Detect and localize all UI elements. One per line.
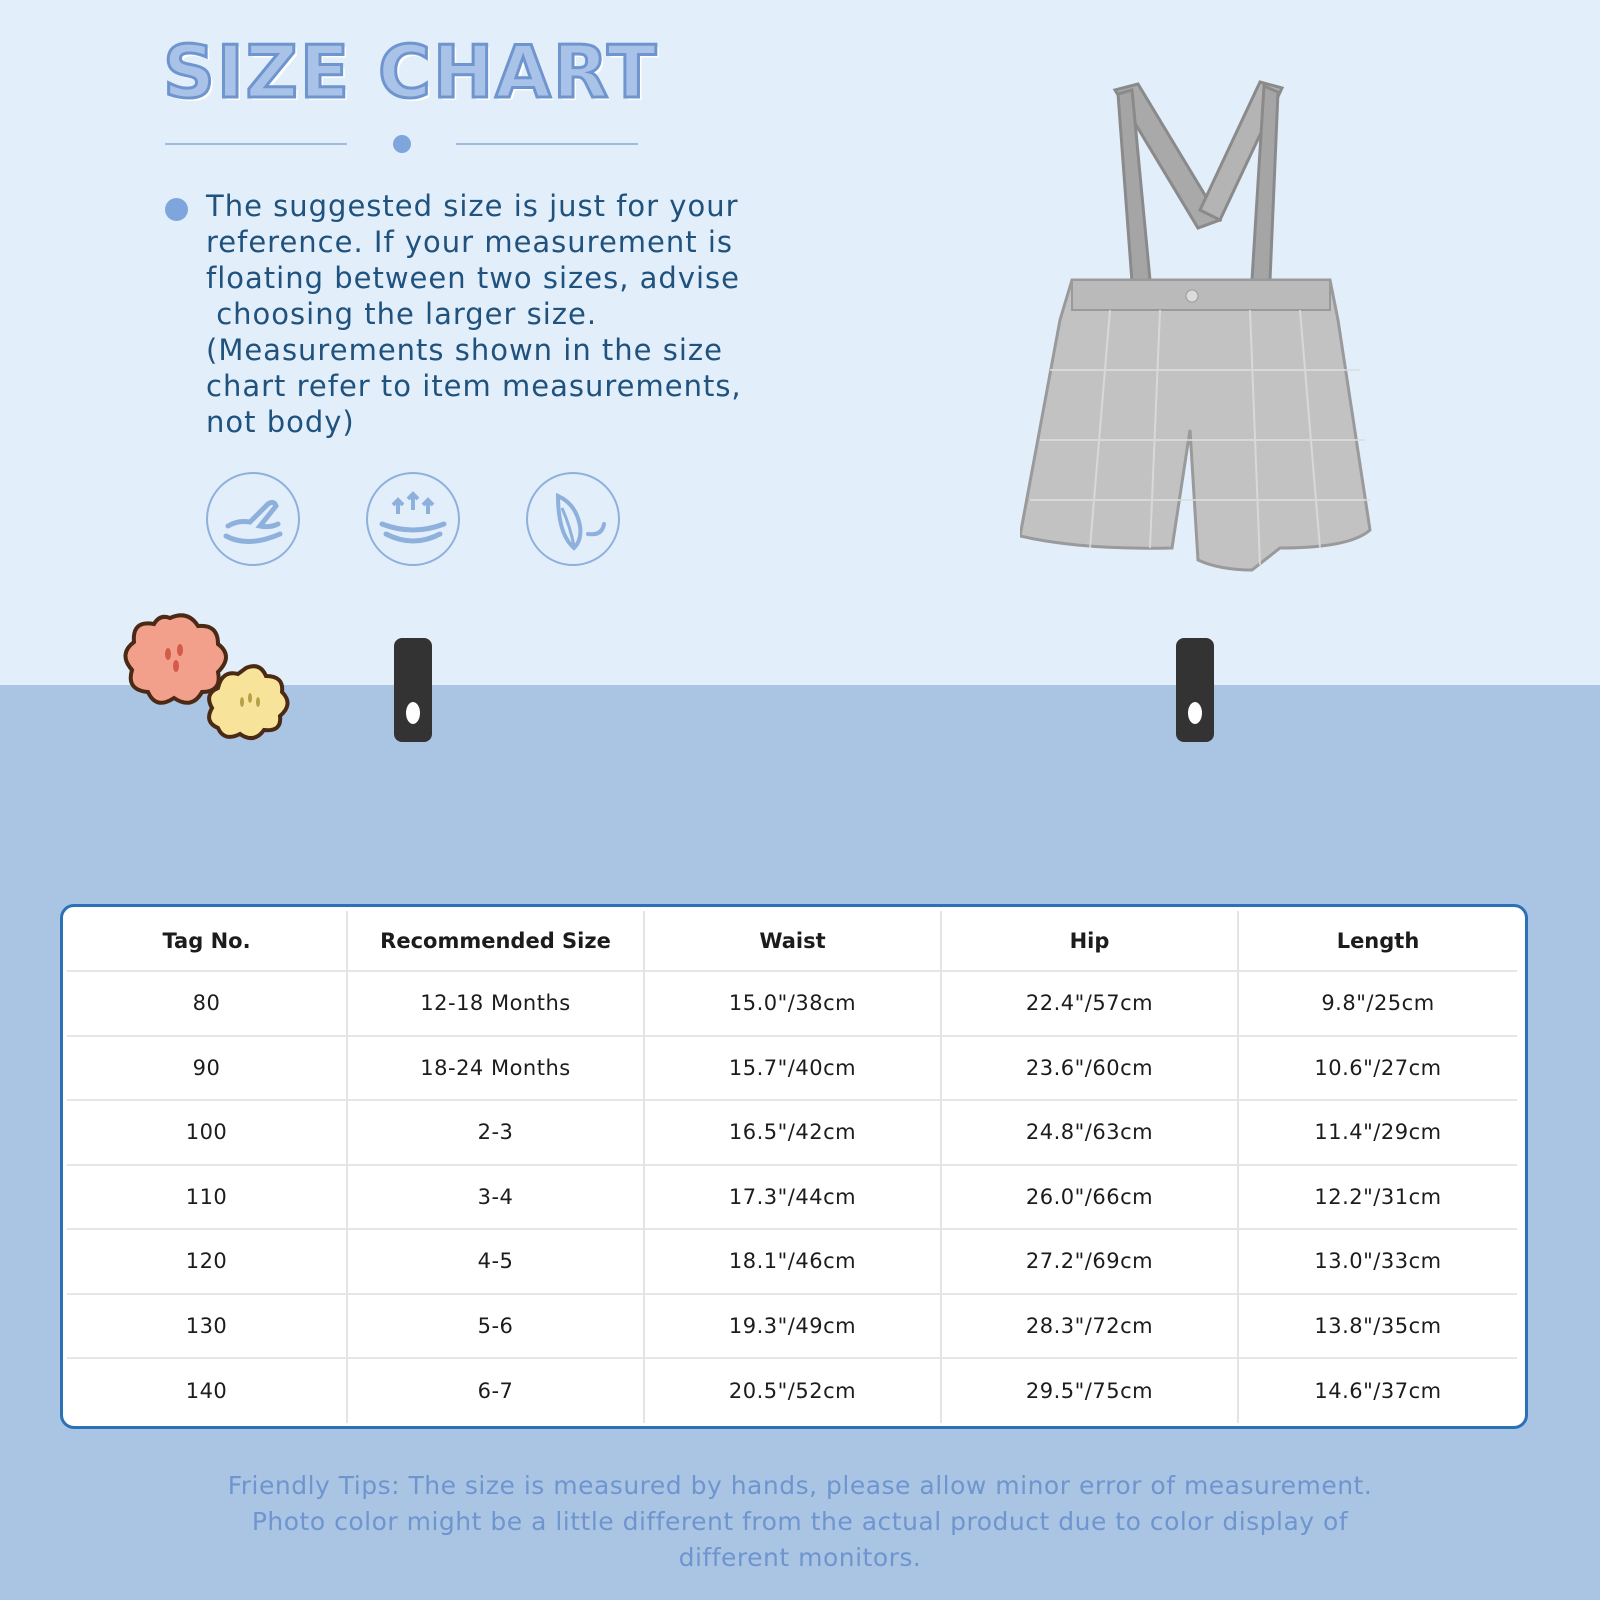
cell-waist: 19.3"/49cm bbox=[644, 1294, 941, 1359]
cell-waist: 18.1"/46cm bbox=[644, 1229, 941, 1294]
cell-hip: 23.6"/60cm bbox=[941, 1036, 1238, 1101]
flower-decoration-icon bbox=[118, 610, 308, 760]
column-header-hip: Hip bbox=[941, 911, 1238, 971]
cell-waist: 17.3"/44cm bbox=[644, 1165, 941, 1230]
title-divider-right bbox=[456, 143, 638, 145]
note-line: (Measurements shown in the size bbox=[206, 333, 723, 367]
tips-line: different monitors. bbox=[678, 1543, 922, 1572]
cell-tag-no: 110 bbox=[67, 1165, 347, 1230]
feather-icon bbox=[526, 472, 620, 566]
table-row bbox=[67, 1165, 1517, 1230]
cell-recommended-size: 5-6 bbox=[347, 1294, 644, 1359]
table-row bbox=[67, 1294, 1517, 1359]
table-row bbox=[67, 1036, 1517, 1101]
cell-length: 11.4"/29cm bbox=[1238, 1100, 1517, 1165]
cell-waist: 16.5"/42cm bbox=[644, 1100, 941, 1165]
cell-tag-no: 140 bbox=[67, 1358, 347, 1423]
page-title: SIZE CHART bbox=[163, 30, 659, 114]
cell-recommended-size: 3-4 bbox=[347, 1165, 644, 1230]
cell-length: 13.8"/35cm bbox=[1238, 1294, 1517, 1359]
cell-recommended-size: 2-3 bbox=[347, 1100, 644, 1165]
product-image-suspender-shorts bbox=[1020, 70, 1400, 600]
title-divider-dot bbox=[393, 135, 411, 153]
cell-recommended-size: 12-18 Months bbox=[347, 971, 644, 1036]
cell-tag-no: 120 bbox=[67, 1229, 347, 1294]
column-header-tag-no: Tag No. bbox=[162, 928, 251, 953]
column-header-waist: Waist bbox=[644, 911, 941, 971]
cell-waist: 20.5"/52cm bbox=[644, 1358, 941, 1423]
table-row bbox=[67, 1358, 1517, 1423]
hand-feel-icon bbox=[206, 472, 300, 566]
table-row bbox=[67, 971, 1517, 1036]
table-header-row bbox=[67, 911, 1517, 971]
cell-tag-no: 100 bbox=[67, 1100, 347, 1165]
tips-line: Photo color might be a little different from the actual product due to color display of bbox=[251, 1507, 1349, 1536]
table-row bbox=[67, 1100, 1517, 1165]
cell-tag-no: 130 bbox=[67, 1294, 347, 1359]
note-line: not body) bbox=[206, 405, 355, 439]
cell-tag-no: 90 bbox=[67, 1036, 347, 1101]
title-divider-left bbox=[165, 143, 347, 145]
cell-hip: 26.0"/66cm bbox=[941, 1165, 1238, 1230]
cell-recommended-size: 6-7 bbox=[347, 1358, 644, 1423]
cell-hip: 22.4"/57cm bbox=[941, 971, 1238, 1036]
note-line: choosing the larger size. bbox=[206, 297, 598, 331]
stretch-arrows-icon bbox=[366, 472, 460, 566]
friendly-tips bbox=[100, 1468, 1500, 1576]
table-row bbox=[67, 1229, 1517, 1294]
note-line: The suggested size is just for your bbox=[206, 189, 739, 223]
cell-hip: 27.2"/69cm bbox=[941, 1229, 1238, 1294]
note-line: floating between two sizes, advise bbox=[206, 261, 741, 295]
cell-hip: 28.3"/72cm bbox=[941, 1294, 1238, 1359]
cell-length: 9.8"/25cm bbox=[1238, 971, 1517, 1036]
note-bullet-icon bbox=[165, 198, 188, 221]
cell-length: 12.2"/31cm bbox=[1238, 1165, 1517, 1230]
hanging-clip-right bbox=[1176, 638, 1214, 742]
cell-hip: 29.5"/75cm bbox=[941, 1358, 1238, 1423]
cell-tag-no: 80 bbox=[67, 971, 347, 1036]
column-header-recommended-size: Recommended Size bbox=[347, 911, 644, 971]
column-header-length: Length bbox=[1238, 911, 1517, 971]
cell-length: 14.6"/37cm bbox=[1238, 1358, 1517, 1423]
size-table bbox=[67, 911, 1517, 1423]
hanging-clip-left bbox=[394, 638, 432, 742]
cell-length: 10.6"/27cm bbox=[1238, 1036, 1517, 1101]
size-note bbox=[206, 188, 856, 440]
cell-length: 13.0"/33cm bbox=[1238, 1229, 1517, 1294]
cell-hip: 24.8"/63cm bbox=[941, 1100, 1238, 1165]
cell-recommended-size: 18-24 Months bbox=[347, 1036, 644, 1101]
cell-waist: 15.7"/40cm bbox=[644, 1036, 941, 1101]
tips-line: Friendly Tips: The size is measured by hands, please allow minor error of measurement. bbox=[227, 1471, 1373, 1500]
cell-recommended-size: 4-5 bbox=[347, 1229, 644, 1294]
cell-waist: 15.0"/38cm bbox=[644, 971, 941, 1036]
size-table-card bbox=[60, 904, 1528, 1429]
note-line: reference. If your measurement is bbox=[206, 225, 734, 259]
note-line: chart refer to item measurements, bbox=[206, 369, 742, 403]
